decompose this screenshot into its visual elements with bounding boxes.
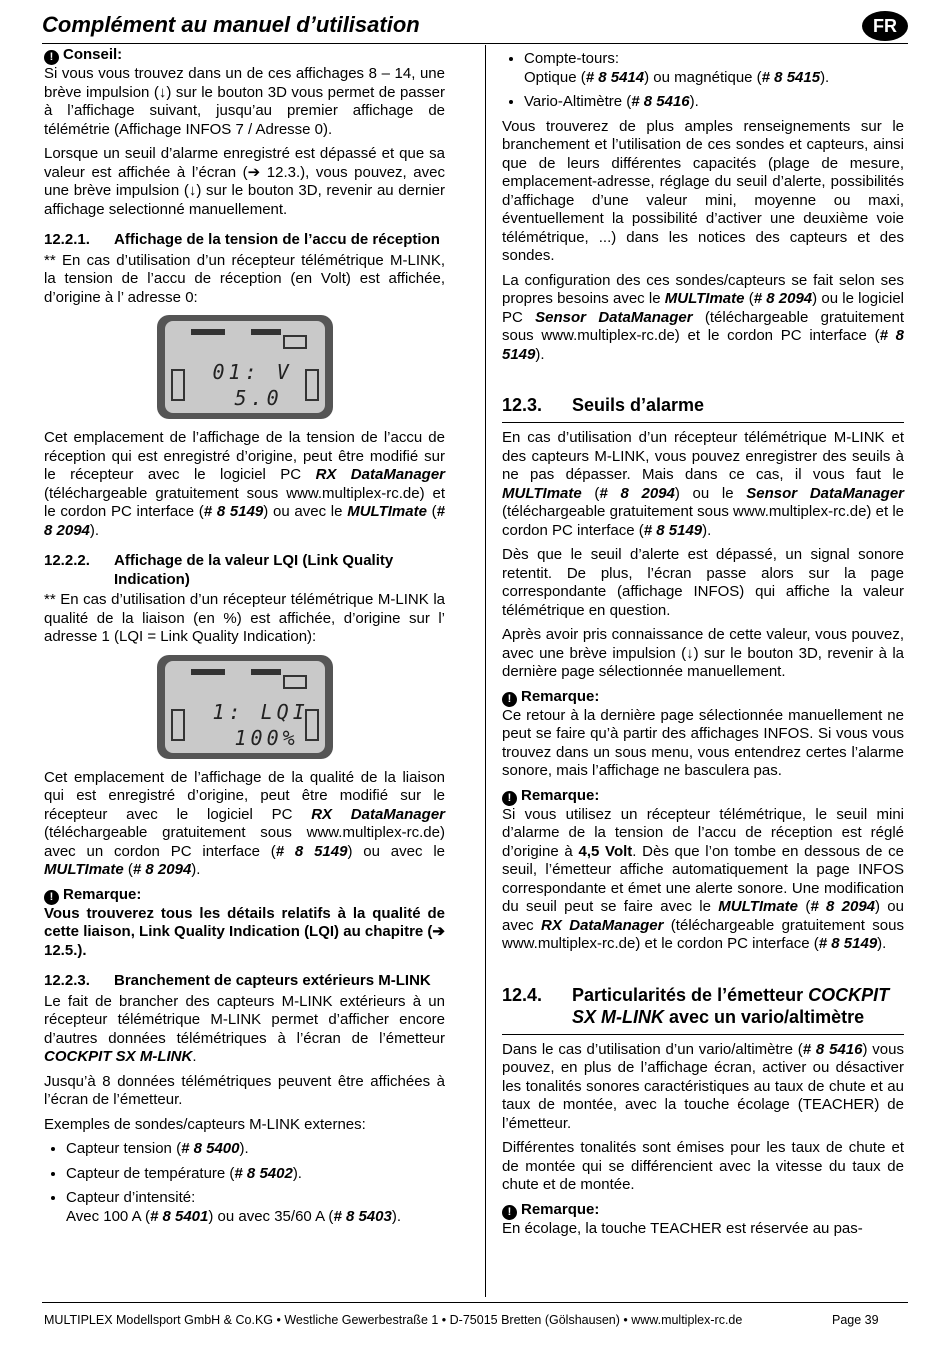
info-icon: ! (44, 50, 59, 65)
section-12-2-3-heading: 12.2.3. Branchement de capteurs extérieurs M-LINK (44, 972, 431, 989)
sensor-list-left (44, 1140, 445, 1226)
section-12-3-heading: 12.3. Seuils d’alarme (502, 394, 904, 423)
lcd-lqi-line-2: 100% (234, 725, 299, 750)
info-icon: ! (502, 692, 517, 707)
column-divider (485, 45, 486, 1297)
section-12-2-1-paragraph-1: ** En cas d’utilisation d’un récepteur télémétrique M-LINK, la tension de l’accu de réception (en Volt) est affichée, d’origine à l’ adresse 0: (44, 251, 445, 306)
footer-divider (42, 1302, 908, 1303)
conseil-heading: ! Conseil: (44, 46, 445, 65)
list-item: • Capteur tension (# 8 5400). (66, 1140, 445, 1159)
remarque-3-paragraph: En écolage, la touche TEACHER est réservée au pas- (502, 1219, 863, 1237)
section-12-4-heading: 12.4. Particularités de l’émetteur COCKPIT SX M-LINK avec un vario/altimètre (502, 984, 904, 1035)
section-12-2-2-paragraph-1: ** En cas d’utilisation d’un récepteur télémétrique M-LINK la qualité de la liaison (en %) est affichée, d’origine sur l’ adresse 1 (LQI = Link Quality Indication): (44, 591, 445, 645)
section-12-2-3-paragraph-3: Exemples de sondes/capteurs M-LINK externes: (44, 1115, 366, 1133)
section-12-4-paragraph-2: Différentes tonalités sont émises pour les taux de chute et de montée qui se différencient avec la vitesse du taux de chute et de montée. (502, 1139, 904, 1193)
left-column (44, 46, 445, 1232)
lcd-voltage-line-2: 5.0 (234, 386, 283, 410)
remarque-2-paragraph: Si vous utilisez un récepteur télémétrique, le seuil mini d’alarme de la tension de l’accu de réception est réglé d’origine à 4,5 Volt. Dès que l’on tombe en dessous de ce seuil, l’émetteur affiche automatiquement la page INFOS correspondante et émet une alerte sonore. Une modification du seuil peut se faire avec le MULTImate (# 8 2094) ou avec RX DataManager (téléchargeable gratuitement sous www.multiplex-rc.de) et le cordon PC interface (# 8 5149). (502, 805, 904, 952)
info-icon: ! (502, 791, 517, 806)
info-icon: ! (44, 890, 59, 905)
list-item: • Compte-tours: Optique (# 8 5414) ou magnétique (# 8 5415). (524, 50, 904, 87)
lcd-voltage-display (157, 315, 333, 419)
remarque-heading: ! Remarque: (502, 1201, 904, 1220)
conseil-paragraph-2: Lorsque un seuil d’alarme enregistré est dépassé et que sa valeur est affichée à l’écran (➔ 12.3.), vous pouvez, avec une brève impulsion (↓) sur le bouton 3D, revenir au dernier affichage selectionné manuellement. (44, 145, 445, 218)
section-12-3-paragraph-1: En cas d’utilisation d’un récepteur télémétrique M-LINK et des capteurs M-LINK, vous pouvez enregistrer des seuils à ne pas dépasser. Mais dans ce cas, il vous faut le MULTImate (# 8 2094) ou le Sensor DataManager (téléchargeable gratuitement sous www.multiplex-rc.de) et le cordon PC interface (# 8 5149). (502, 429, 905, 539)
section-12-2-2-paragraph-2: Cet emplacement de l’affichage de la qualité de la liaison qui est enregistré d’origine, peut être modifié sur le récepteur avec le logiciel PC RX DataManager (téléchargeable gratuitement sous www.multiplex-rc.de) avec un cordon PC interface (# 8 5149) ou avec le MULTImate (# 8 2094). (44, 768, 445, 878)
section-12-3-paragraph-3: Après avoir pris connaissance de cette valeur, vous pouvez, avec une brève impulsion (↓) sur le bouton 3D, revenir à la dernière page sélectionnée manuellement. (502, 626, 904, 680)
remarque-paragraph: Vous trouverez tous les détails relatifs à la qualité de cette liaison, Link Quality Indication (LQI) au chapitre (➔ 12.5.). (44, 904, 445, 959)
section-12-2-1-heading: 12.2.1. Affichage de la tension de l’accu de réception (44, 231, 440, 248)
list-item: • Capteur de température (# 8 5402). (66, 1165, 445, 1184)
page-header (42, 10, 908, 42)
sensor-info-paragraph: Vous trouverez de plus amples renseignements sur le branchement et l’utilisation de ces sondes et capteurs, ainsi que de leurs différentes capacités (plage de mesure, emplacement-adresse, réglage du seuil d’alerte, possibilités d’affichage d’une valeur mini, moyenne ou maxi, éventuellement la possibilité d’activer une deuxième voie télémétrique, ...) dans les notices des capteurs et des sondes. (502, 117, 904, 264)
remarque-heading: ! Remarque: (502, 688, 904, 707)
sensor-list-right (502, 50, 904, 112)
section-12-4-paragraph-1: Dans le cas d’utilisation d’un vario/altimètre (# 8 5416) vous pouvez, en plus de l’affichage écran, activer ou désactiver les tonalités sonores caractéristiques au taux de chute et au taux de montée, avec la touche écolage (TEACHER) de l’émetteur. (502, 1040, 904, 1132)
remarque-1-paragraph: Ce retour à la dernière page sélectionnée manuellement ne peut se faire qu’à partir des affichages INFOS. Si vous vous trouvez dans un sous menu, vous entendrez certes l’alarme sonore, mais l’affichage ne basculera pas. (502, 706, 904, 779)
section-12-2-2-heading: 12.2.2. Affichage de la valeur LQI (Link Quality Indication) (44, 552, 394, 588)
section-12-2-3-paragraph-2: Jusqu’à 8 données télémétriques peuvent être affichées à l’écran de l’émetteur. (44, 1072, 445, 1108)
list-item: • Vario-Altimètre (# 8 5416). (524, 93, 904, 112)
footer-text: MULTIPLEX Modellsport GmbH & Co.KG • Westliche Gewerbestraße 1 • D-75015 Bretten (Gölshausen) • www.multiplex-rc.de (44, 1313, 743, 1327)
lcd-lqi-line-1: 1: LQI (212, 699, 309, 724)
info-icon: ! (502, 1205, 517, 1220)
section-12-2-1-paragraph-2: Cet emplacement de l’affichage de la tension de l’accu de réception qui est enregistré d’origine, peut être modifié sur le récepteur avec le logiciel PC RX DataManager (téléchargeable gratuitement sous www.multiplex-rc.de) et le cordon PC interface (# 8 5149) ou avec le MULTImate (# 8 2094). (44, 429, 446, 539)
remarque-heading: ! Remarque: (44, 886, 445, 905)
lcd-voltage-line-1: 01: V (212, 360, 293, 384)
section-12-2-3-paragraph-1: Le fait de brancher des capteurs M-LINK extérieurs à un récepteur télémétrique M-LINK permet d’afficher encore d’autres données télémétriques à l’écran de l’émetteur COCKPIT SX M-LINK. (44, 992, 445, 1065)
page-number: Page 39 (832, 1313, 879, 1327)
language-badge: FR (862, 11, 908, 41)
right-column (502, 46, 904, 1244)
lcd-lqi-display (157, 655, 333, 759)
list-item: • Capteur d’intensité: Avec 100 A (# 8 5401) ou avec 35/60 A (# 8 5403). (66, 1189, 445, 1226)
sensor-config-paragraph: La configuration des ces sondes/capteurs se fait selon ses propres besoins avec le MULTImate (# 8 2094) ou le logiciel PC Sensor DataManager (téléchargeable gratuitement sous www.multiplex-rc.de) et le cordon PC interface (# 8 5149). (502, 271, 904, 363)
page-title: Complément au manuel d’utilisation (42, 12, 420, 37)
section-12-3-paragraph-2: Dès que le seuil d’alerte est dépassé, un signal sonore retentit. De plus, l’écran passe alors sur la page correspondante (affichage INFOS) qui affiche la valeur télémétrique en question. (502, 546, 904, 619)
header-divider (42, 43, 908, 44)
remarque-heading: ! Remarque: (502, 787, 904, 806)
conseil-paragraph-1: Si vous vous trouvez dans un de ces affichages 8 – 14, une brève impulsion (↓) sur le bouton 3D vous permet de passer à l’affichage suivant, jusqu’au premier affichage de télémétrie (Affichage INFOS 7 / Adresse 0). (44, 65, 445, 138)
